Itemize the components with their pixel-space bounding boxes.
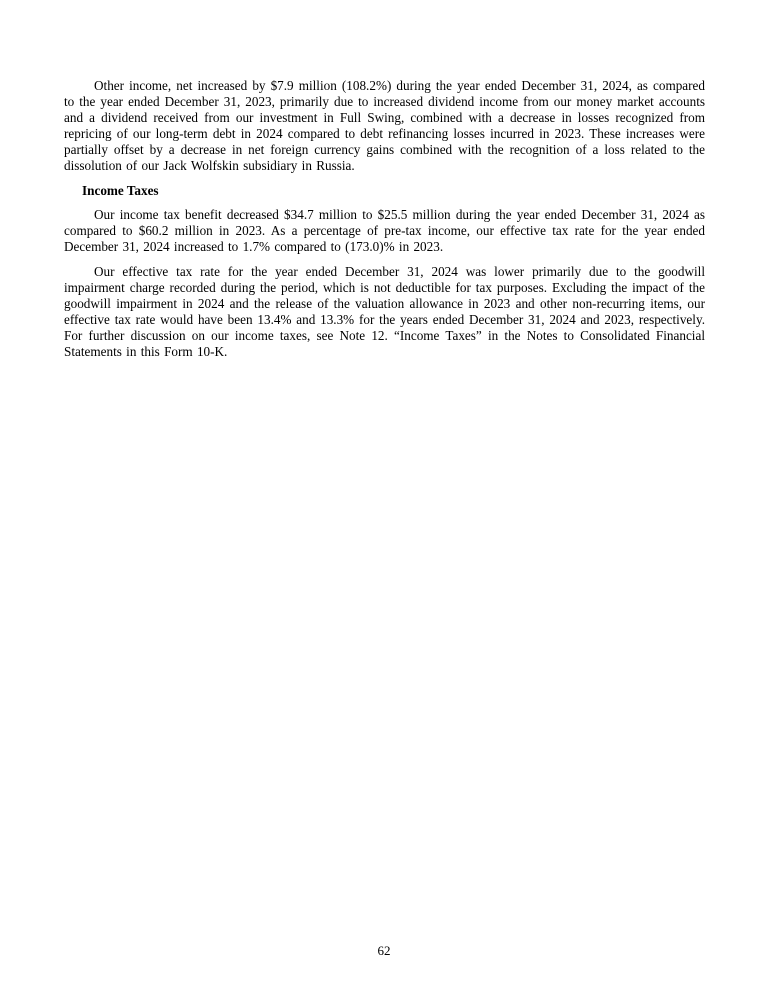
paragraph-income-tax-benefit: Our income tax benefit decreased $34.7 million to $25.5 million during the year ended December 31, 2024 as compared to $60.2 million in 2023. As a percentage of pre-tax income, our effective tax rate for the year ended December 31, 2024 increased to 1.7% compared to (173.0)% in 2023. xyxy=(64,207,705,254)
paragraph-effective-tax-rate: Our effective tax rate for the year ended December 31, 2024 was lower primarily due to the goodwill impairment charge recorded during the period, which is not deductible for tax purposes. Excluding the impact of the goodwill impairment in 2024 and the release of the valuation allowance in 2023 and other non-recurring items, our effective tax rate would have been 13.4% and 13.3% for the years ended December 31, 2024 and 2023, respectively. For further discussion on our income taxes, see Note 12. “Income Taxes” in the Notes to Consolidated Financial Statements in this Form 10-K. xyxy=(64,264,705,359)
page-number: 62 xyxy=(377,943,391,958)
paragraph-other-income: Other income, net increased by $7.9 million (108.2%) during the year ended December 31, 2024, as compared to the year ended December 31, 2023, primarily due to increased dividend income from our money market accounts and a dividend received from our investment in Full Swing, combined with a decrease in losses recognized from repricing of our long-term debt in 2024 compared to debt refinancing losses incurred in 2023. These increases were partially offset by a decrease in net foreign currency gains combined with the recognition of a loss related to the dissolution of our Jack Wolfskin subsidiary in Russia. xyxy=(64,78,705,173)
section-heading-income-taxes: Income Taxes xyxy=(82,183,159,198)
page-content xyxy=(64,78,705,369)
